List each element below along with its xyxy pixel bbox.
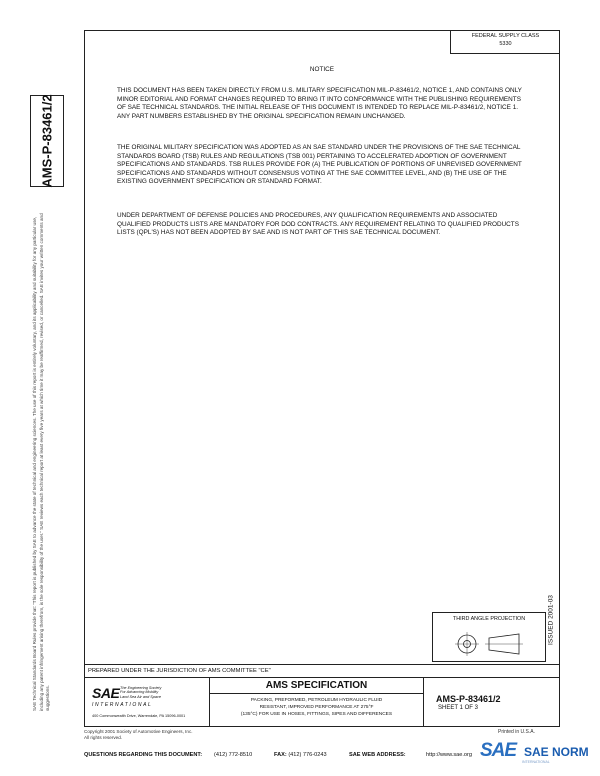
fsc-value: 5330 [499, 40, 512, 47]
sheet-count: SHEET 1 OF 3 [438, 705, 478, 711]
sae-tagline-line-2: For Advancing Mobility [120, 690, 159, 695]
sae-tagline-line-3: Land Sea Air and Space [120, 694, 162, 699]
sae-address: 400 Commonwealth Drive, Warrendale, PA 15096-0001 [92, 714, 186, 718]
federal-supply-class-box [450, 30, 560, 54]
prepared-under-jurisdiction: PREPARED UNDER THE JURISDICTION OF AMS COMMITTEE "CE" [84, 664, 560, 678]
title-block [84, 678, 560, 727]
sae-tagline [120, 686, 161, 699]
third-angle-label: THIRD ANGLE PROJECTION [452, 616, 526, 622]
fax [274, 752, 327, 758]
spec-description-line-2: RESISTANT, IMPROVED PERFORMANCE AT 275°F [259, 705, 374, 711]
watermark-small-text: INTERNATIONAL [522, 760, 550, 764]
issued-date-box [544, 580, 558, 660]
footer-copyright [84, 729, 193, 741]
sheet-area [424, 678, 560, 727]
third-angle-projection-icon [453, 628, 533, 658]
questions-phone [214, 752, 252, 758]
side-disclaimer-text: SAE Technical Standards Board Rules provide that: "This report is published by SAE to advance the state of technical and engineering sciences. The use of this report is entirely voluntary, and its applicability and suitability for any particular use, including any patent infringement arising therefrom, is the sole responsibility of the user." SAE reviews each technical report at least every five years at which time it may be reaffirmed, revised, or cancelled. SAE invites your written comments and suggestions. [32, 213, 51, 711]
side-disclaimer [14, 196, 70, 716]
web-address-label: SAE WEB ADDRESS: [349, 752, 406, 758]
questions-label: QUESTIONS REGARDING THIS DOCUMENT: [84, 752, 203, 758]
footer-copyright-line-1: Copyright 2001 Society of Automotive Engineers, Inc. [84, 729, 193, 734]
spec-description-line-1: PACKING, PREFORMED, PETROLEUM HYDRAULIC FLUID [250, 698, 383, 703]
sae-tagline-line-1: The Engineering Society [120, 686, 162, 690]
notice-paragraph-3: UNDER DEPARTMENT OF DEFENSE POLICIES AND PROCEDURES, ANY QUALIFICATION REQUIREMENTS AND ASSOCIATED QUALIFIED PRODUCTS LISTS ARE MANDATORY FOR DOD CONTRACTS. ANY REQUIREMENT RELATING TO QUALIFIED PRODUCTS LISTS (QPL'S) HAS NOT BEEN ADOPTED BY SAE AND IS NOT PART OF THIS SAE TECHNICAL DOCUMENT. [117, 212, 519, 237]
sae-norm-watermark [480, 736, 596, 766]
side-document-number-box [30, 95, 64, 187]
notice-title: NOTICE [309, 66, 335, 73]
web-address-link[interactable]: http://www.sae.org [426, 752, 473, 758]
sae-logo-area [84, 678, 210, 727]
footer-printed: Printed in U.S.A. [498, 729, 535, 735]
watermark-sae-logo: SAE [480, 740, 517, 761]
spec-description [210, 697, 423, 719]
third-angle-projection-box [432, 612, 546, 662]
watermark-norm-text: SAE NORM [524, 745, 589, 759]
notice-paragraph-1: THIS DOCUMENT HAS BEEN TAKEN DIRECTLY FROM U.S. MILITARY SPECIFICATION MIL-P-83461/2, NOTICE 1, AND CONTAINS ONLY MINOR EDITORIAL AND FORMAT CHANGES REQUIRED TO BRING IT INTO CONFORMANCE WITH THE PUBLISHING REQUIREMENTS OF SAE TECHNICAL STANDARDS. THE INITIAL RELEASE OF THIS DOCUMENT IS INTENDED TO REPLACE MIL-P-83461/2, NOTICE 1. ANY PART NUMBERS ESTABLISHED BY THE ORIGINAL SPECIFICATION REMAIN UNCHANGED. [117, 87, 522, 120]
questions-phone-number: (412) 772-8510 [214, 752, 253, 758]
fsc-label: FEDERAL SUPPLY CLASS [471, 33, 540, 39]
spec-area [210, 678, 424, 727]
footer-copyright-line-2: All rights reserved. [84, 735, 123, 741]
fax-number: (412) 776-0243 [288, 752, 327, 758]
side-document-number: AMS-P-83461/2 [39, 94, 55, 188]
spec-description-line-3: (135°C) FOR USE IN HOSES, FITTINGS, SIPES AND DIFFERENCES [240, 712, 393, 718]
sheet-document-number: AMS-P-83461/2 [436, 694, 501, 704]
sae-logo: SAE [92, 685, 120, 701]
issued-date: ISSUED 2001-03 [547, 595, 555, 645]
notice-paragraph-2: THE ORIGINAL MILITARY SPECIFICATION WAS ADOPTED AS AN SAE STANDARD UNDER THE PROVISIONS OF THE SAE TECHNICAL STANDARDS BOARD (TSB) RULES AND REGULATIONS (TSB 001) PERTAINING TO ACCELERATED ADOPTION OF GOVERNMENT SPECIFICATIONS AND STANDARDS. TSB RULES PROVIDE FOR (A) THE PUBLICATION OF PORTIONS OF UNREVISED GOVERNMENT SPECIFICATIONS AND STANDARDS WITHOUT CONSENSUS VOTING AT THE SAE COMMITTEE LEVEL, AND (B) THE USE OF THE EXISTING GOVERNMENT SPECIFICATION OR STANDARD FORMAT. [117, 144, 522, 186]
sae-international: INTERNATIONAL [92, 702, 153, 708]
spec-heading: AMS SPECIFICATION [210, 680, 423, 694]
fax-label: FAX: [274, 752, 287, 758]
